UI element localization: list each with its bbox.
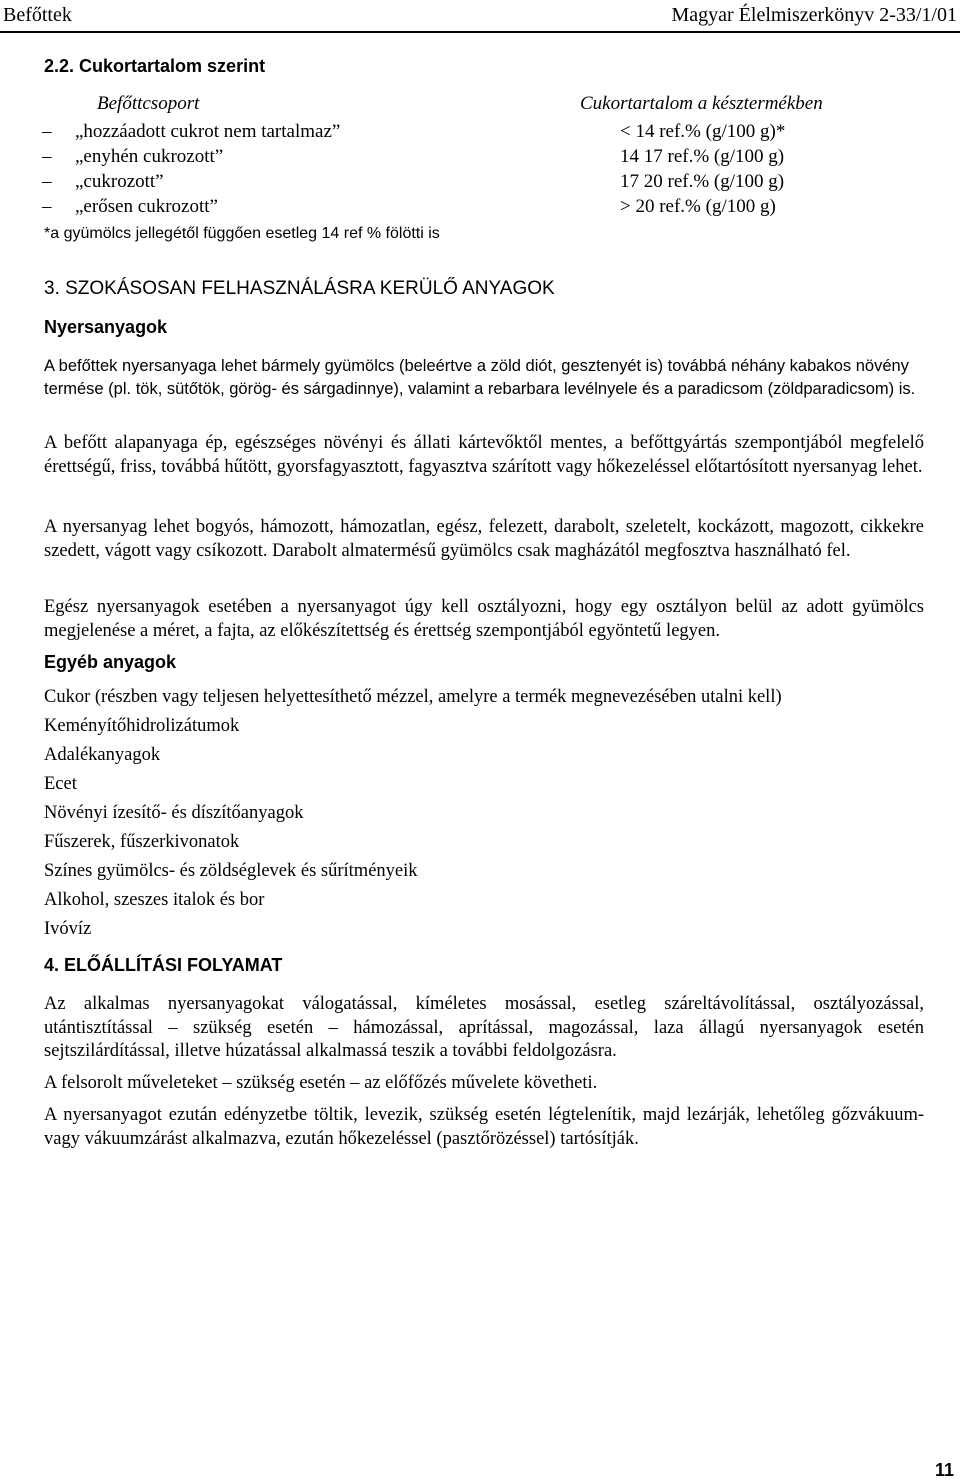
table-footnote: *a gyümölcs jellegétől függően esetleg 14 ref % fölötti is xyxy=(44,225,440,242)
list-item: Színes gyümölcs- és zöldséglevek és sűrítményeik xyxy=(44,861,418,881)
row-dash: – xyxy=(42,196,52,217)
row-value: < 14 ref.% (g/100 g)* xyxy=(620,121,786,142)
row-label: „enyhén cukrozott” xyxy=(75,146,224,167)
section-heading: 4. ELŐÁLLÍTÁSI FOLYAMAT xyxy=(44,955,283,975)
paragraph: Az alkalmas nyersanyagokat válogatással, kíméletes mosással, esetleg száreltávolítással, osztályozással, utántisztítással – szükség esetén – hámozással, aprítással, magozással, laza állagú nyersanyagok esetén sejtszilárdítással, illetve húzatással alkalmassá teszik a további feldolgozásra. xyxy=(44,994,924,1061)
other-materials-list xyxy=(44,683,782,944)
list-item: Cukor (részben vagy teljesen helyettesíthető mézzel, amelyre a termék megnevezésében utalni kell) xyxy=(44,687,782,707)
table-row xyxy=(0,196,960,222)
header-title: Befőttek xyxy=(3,4,72,26)
list-item: Keményítőhidrolizátumok xyxy=(44,716,240,736)
section-heading: 2.2. Cukortartalom szerint xyxy=(44,56,266,76)
column-header-group: Befőttcsoport xyxy=(97,93,200,114)
paragraph: A nyersanyagot ezután edényzetbe töltik, levezik, szükség esetén légtelenítik, majd lezárják, lehetőleg gőzvákuum- vagy vákuumzárást alkalmazva, ezután hőkezeléssel (pasztőrözéssel) tartósítják. xyxy=(44,1105,924,1149)
paragraph: A nyersanyag lehet bogyós, hámozott, hámozatlan, egész, felezett, darabolt, szeletelt, kockázott, magozott, cikkekre szedett, vágott vagy csíkozott. Darabolt almatermésű gyümölcs csak magházától megfosztva használható fel. xyxy=(44,517,924,561)
page-number: 11 xyxy=(935,1460,955,1480)
header-rule xyxy=(0,31,960,33)
row-label: „hozzáadott cukrot nem tartalmaz” xyxy=(75,121,341,142)
list-item: Ecet xyxy=(44,774,77,794)
paragraph: A felsorolt műveleteket – szükség esetén – az előfőzés művelete követheti. xyxy=(44,1073,598,1093)
row-dash: – xyxy=(42,121,52,142)
row-value: 17 20 ref.% (g/100 g) xyxy=(620,171,785,192)
subsection-heading-other-materials: Egyéb anyagok xyxy=(44,652,177,672)
page-header xyxy=(0,0,960,34)
row-label: „erősen cukrozott” xyxy=(75,196,218,217)
header-document-ref: Magyar Élelmiszerkönyv 2-33/1/01 xyxy=(671,4,957,26)
table-row xyxy=(0,121,960,147)
paragraph: Egész nyersanyagok esetében a nyersanyagot úgy kell osztályozni, hogy egy osztályon belül az adott gyümölcs megjelenése a méret, a fajta, az előkészítettség és érettség szempontjából egyöntetű legyen. xyxy=(44,597,924,641)
row-value: > 20 ref.% (g/100 g) xyxy=(620,196,776,217)
section-heading: 3. SZOKÁSOSAN FELHASZNÁLÁSRA KERÜLŐ ANYAGOK xyxy=(44,278,555,299)
paragraph: A befőtt alapanyaga ép, egészséges növényi és állati kártevőktől mentes, a befőttgyártás szempontjából megfelelő érettségű, friss, továbbá hűtött, gyorsfagyasztott, fagyasztva szárított vagy hőkezeléssel előtartósított nyersanyag lehet. xyxy=(44,433,924,477)
row-dash: – xyxy=(42,171,52,192)
list-item: Növényi ízesítő- és díszítőanyagok xyxy=(44,803,304,823)
row-dash: – xyxy=(42,146,52,167)
row-value: 14 17 ref.% (g/100 g) xyxy=(620,146,785,167)
column-header-sugar: Cukortartalom a késztermékben xyxy=(580,93,823,114)
list-item: Fűszerek, fűszerkivonatok xyxy=(44,832,240,852)
list-item: Adalékanyagok xyxy=(44,745,161,765)
paragraph: A befőttek nyersanyaga lehet bármely gyümölcs (beleértve a zöld diót, gesztenyét is) továbbá néhány kabakos növény termése (pl. tök, sütőtök, görög- és sárgadinnye), valamint a rebarbara levélnyele és a paradicsom (zöldparadicsom) is. xyxy=(44,357,916,398)
row-label: „cukrozott” xyxy=(75,171,164,192)
subsection-heading-raw-materials: Nyersanyagok xyxy=(44,317,168,337)
list-item: Alkohol, szeszes italok és bor xyxy=(44,890,265,910)
table-row xyxy=(0,146,960,172)
list-item: Ivóvíz xyxy=(44,919,92,939)
table-row xyxy=(0,171,960,197)
